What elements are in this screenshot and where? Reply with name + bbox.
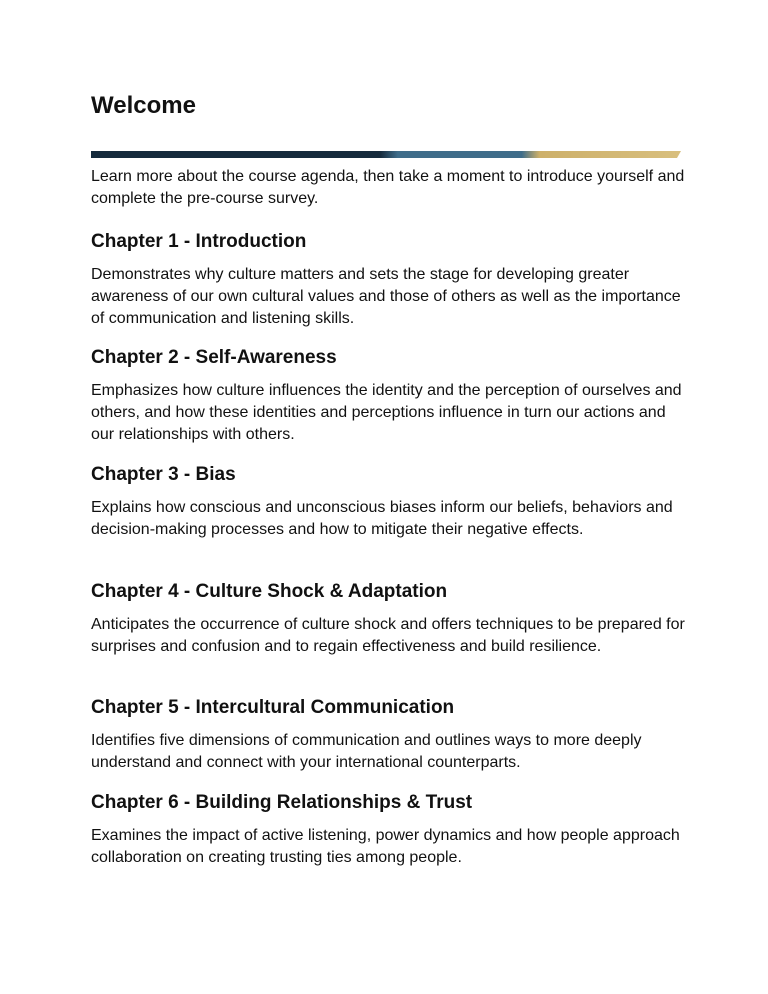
chapter-1-title: Chapter 1 - Introduction bbox=[91, 231, 307, 252]
chapter-3-description: Explains how conscious and unconscious biases inform our beliefs, behaviors and decision-making processes and how to mitigate their negative effects. bbox=[91, 499, 673, 538]
chapter-4-title: Chapter 4 - Culture Shock & Adaptation bbox=[91, 581, 448, 602]
chapter-6-title: Chapter 6 - Building Relationships & Trust bbox=[91, 792, 473, 813]
chapter-6-description: Examines the impact of active listening, power dynamics and how people approach collaboration on creating trusting ties among people. bbox=[91, 827, 680, 866]
chapter-5-title: Chapter 5 - Intercultural Communication bbox=[91, 697, 455, 718]
chapter-1-description: Demonstrates why culture matters and sets the stage for developing greater awareness of our own cultural values and those of others as well as the importance of communication and listening skills. bbox=[91, 266, 681, 327]
chapter-6-section bbox=[91, 789, 691, 869]
chapter-3-section bbox=[91, 461, 691, 541]
title-divider bbox=[91, 151, 681, 158]
chapter-4-description: Anticipates the occurrence of culture shock and offers techniques to be prepared for surprises and confusion and to regain effectiveness and build resilience. bbox=[91, 616, 685, 655]
intro-text: Learn more about the course agenda, then take a moment to introduce yourself and complete the pre-course survey. bbox=[91, 168, 685, 207]
chapter-5-description: Identifies five dimensions of communication and outlines ways to more deeply understand and connect with your international counterparts. bbox=[91, 732, 642, 771]
chapter-3-title: Chapter 3 - Bias bbox=[91, 464, 236, 485]
chapter-2-title: Chapter 2 - Self-Awareness bbox=[91, 347, 337, 368]
chapter-5-section bbox=[91, 694, 691, 774]
page-title: Welcome bbox=[91, 92, 196, 119]
chapter-4-section bbox=[91, 578, 691, 658]
chapter-2-description: Emphasizes how culture influences the identity and the perception of ourselves and others, and how these identities and perceptions influence in turn our actions and our relationships with others. bbox=[91, 382, 682, 443]
chapter-2-section bbox=[91, 344, 691, 446]
chapter-1-section bbox=[91, 228, 691, 330]
